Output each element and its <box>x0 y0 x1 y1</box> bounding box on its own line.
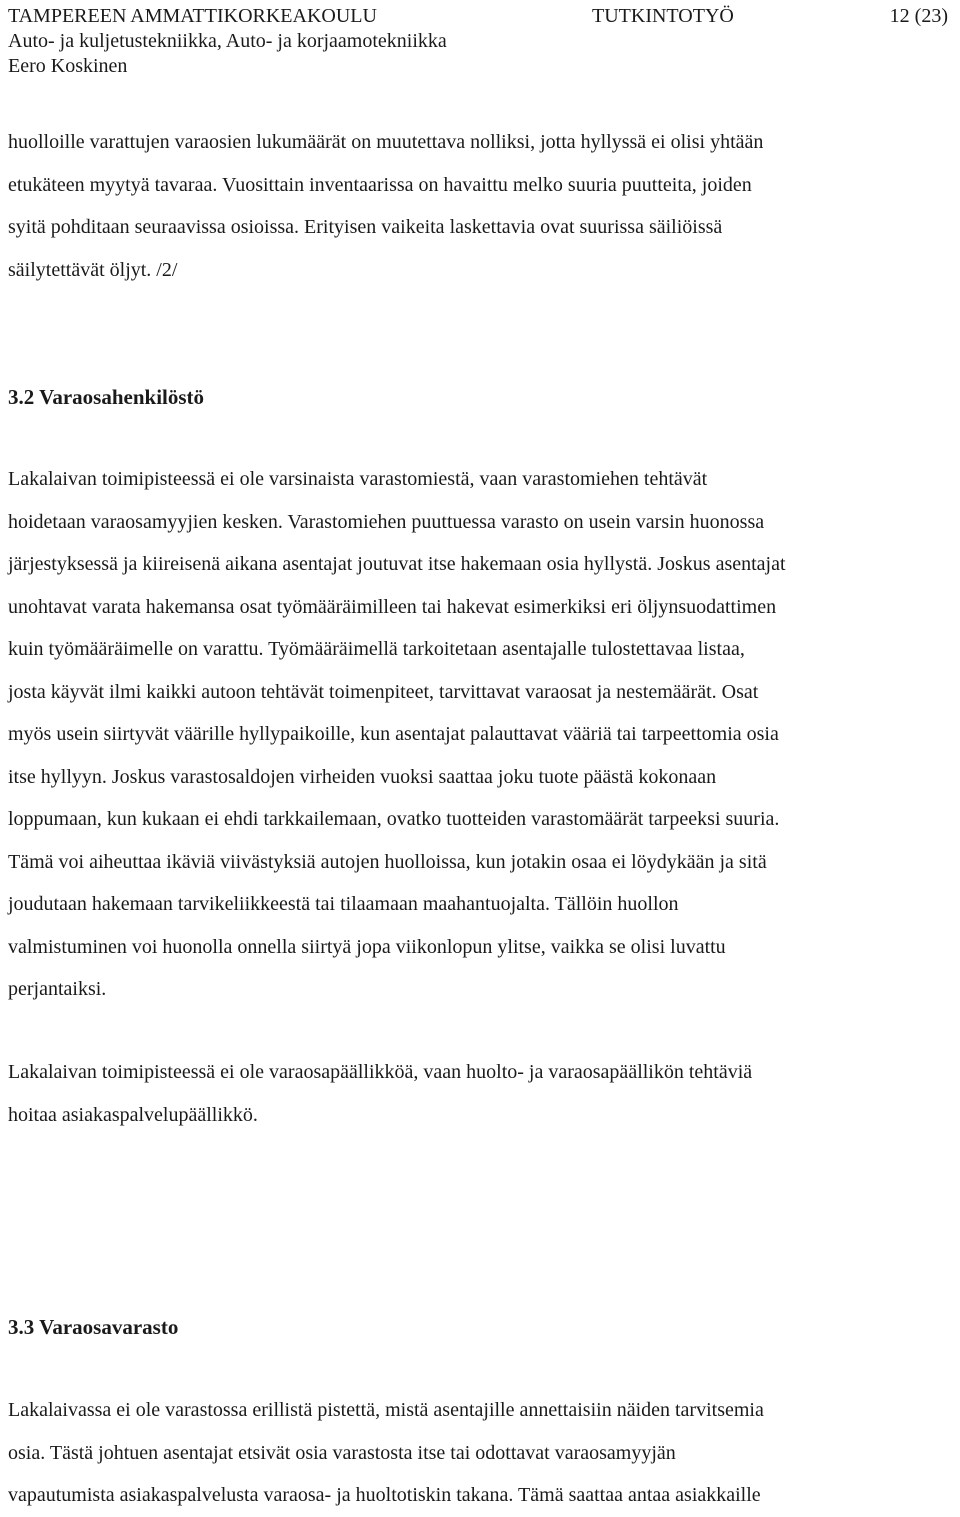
header-department: Auto- ja kuljetustekniikka, Auto- ja korjaamotekniikka <box>8 30 447 52</box>
text-line: perjantaiksi. <box>8 978 107 1000</box>
school-name: TAMPEREEN AMMATTIKORKEAKOULU <box>8 5 377 27</box>
text-line: josta käyvät ilmi kaikki autoon tehtävät toimenpiteet, tarvittavat varaosat ja nestemäärät. Osat <box>8 680 759 703</box>
text-line: Lakalaivan toimipisteessä ei ole varsinaista varastomiestä, vaan varastomiehen tehtävät <box>8 468 708 490</box>
text-line: myös usein siirtyvät väärille hyllypaikoille, kun asentajat palauttavat vääriä tai tarpeettomia osia <box>8 723 779 745</box>
text-line: säilytettävät öljyt. /2/ <box>8 258 178 281</box>
page-number: 12 (23) <box>889 5 948 27</box>
text-line: valmistuminen voi huonolla onnella siirtyä jopa viikonlopun ylitse, vaikka se olisi luvattu <box>8 935 726 958</box>
paragraph-3 <box>8 1051 953 1136</box>
paragraph-2 <box>8 458 953 1011</box>
text-line: osia. Tästä johtuen asentajat etsivät osia varastosta itse tai odottavat varaosamyyjän <box>8 1441 676 1464</box>
page-header <box>8 4 948 79</box>
section-heading-3-3: 3.3 Varaosavarasto <box>8 1315 179 1339</box>
text-line: Lakalaivan toimipisteessä ei ole varaosapäällikköä, vaan huolto- ja varaosapäällikön tehtäviä <box>8 1061 753 1083</box>
text-line: etukäteen myytyä tavaraa. Vuosittain inventaarissa on havaittu melko suuria puutteita, joiden <box>8 173 752 196</box>
section-heading-3-2: 3.2 Varaosahenkilöstö <box>8 385 205 409</box>
text-line: hoitaa asiakaspalvelupäällikkö. <box>8 1103 258 1126</box>
text-line: Lakalaivassa ei ole varastossa erillistä pistettä, mistä asentajille annettaisiin näiden tarvitsemia <box>8 1399 764 1421</box>
text-line: unohtavat varata hakemansa osat työmääräimilleen tai hakevat esimerkiksi eri öljynsuodattimen <box>8 595 777 618</box>
text-line: syitä pohditaan seuraavissa osioissa. Erityisen vaikeita laskettavia ovat suurissa säiliöissä <box>8 216 723 238</box>
text-line: kuin työmääräimelle on varattu. Työmääräimellä tarkoitetaan asentajalle tulostettavaa listaa, <box>8 638 745 660</box>
header-author: Eero Koskinen <box>8 55 128 77</box>
text-line: vapautumista asiakaspalvelusta varaosa- ja huoltotiskin takana. Tämä saattaa antaa asiakkaille <box>8 1484 761 1506</box>
paragraph-4 <box>8 1389 953 1517</box>
text-line: Tämä voi aiheuttaa ikäviä viivästyksiä autojen huolloissa, kun jotakin osaa ei löydykään ja sitä <box>8 850 767 873</box>
text-line: itse hyllyyn. Joskus varastosaldojen virheiden vuoksi saattaa joku tuote päästä kokonaan <box>8 765 717 788</box>
paragraph-1 <box>8 121 953 291</box>
text-line: järjestyksessä ja kiireisenä aikana asentajat joutuvat itse hakemaan osia hyllystä. Joskus asentajat <box>8 553 786 575</box>
text-line: huolloille varattujen varaosien lukumäärät on muutettava nolliksi, jotta hyllyssä ei olisi yhtään <box>8 131 764 153</box>
text-line: loppumaan, kun kukaan ei ehdi tarkkailemaan, ovatko tuotteiden varastomäärät tarpeeksi suuria. <box>8 808 780 830</box>
text-line: hoidetaan varaosamyyjien kesken. Varastomiehen puuttuessa varasto on usein varsin huonossa <box>8 510 765 533</box>
text-line: joudutaan hakemaan tarvikeliikkeestä tai tilaamaan maahantuojalta. Tällöin huollon <box>8 893 679 915</box>
document-type: TUTKINTOTYÖ <box>592 5 734 27</box>
header-top-row <box>8 4 948 29</box>
